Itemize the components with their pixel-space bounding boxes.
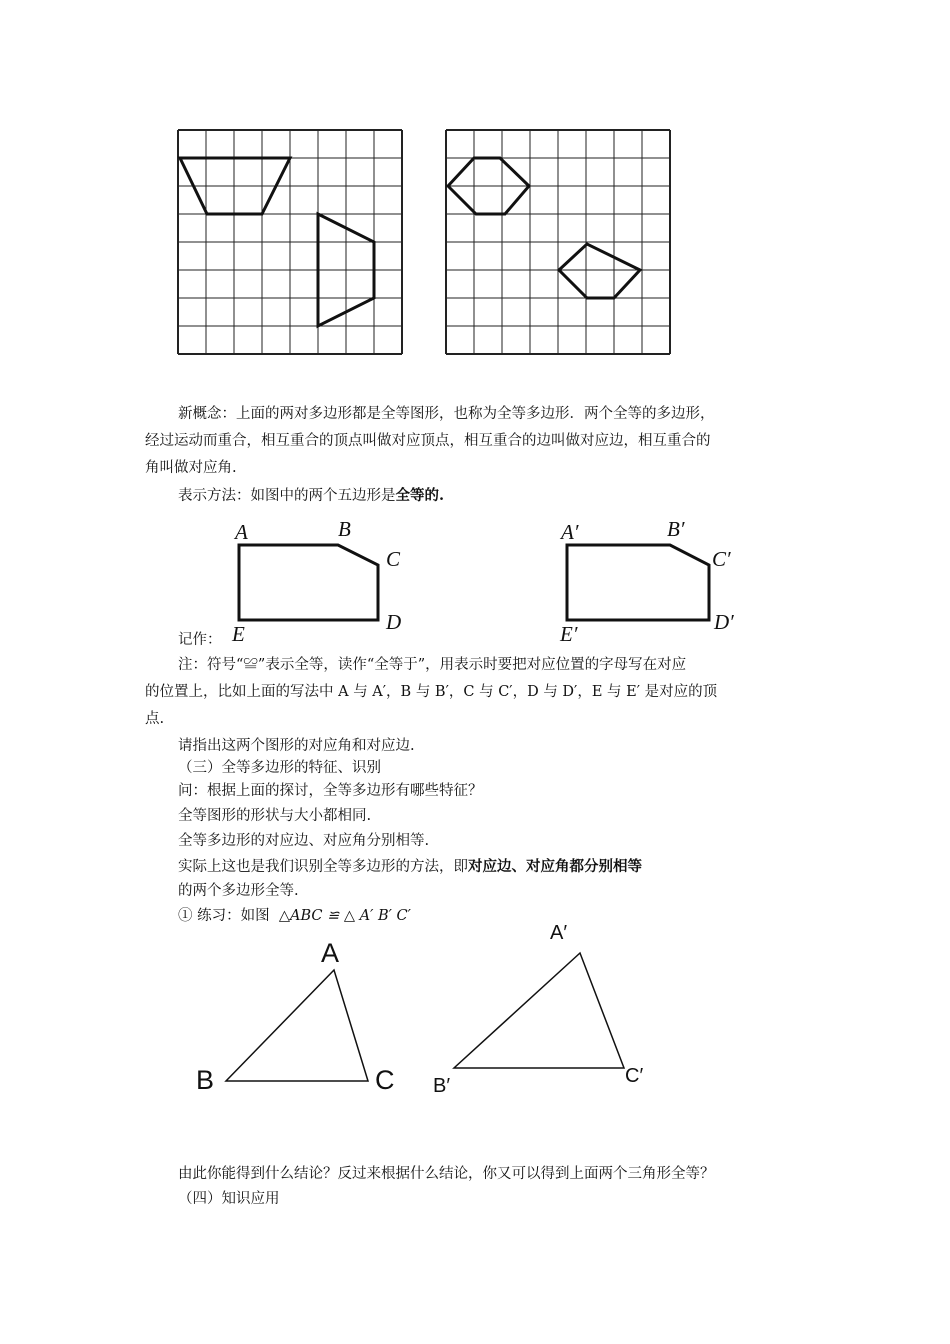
notation-line bbox=[178, 482, 444, 510]
label-c-prime: C′ bbox=[712, 547, 731, 571]
exercise-line bbox=[178, 903, 411, 930]
triangle-label-b: B bbox=[196, 1065, 215, 1095]
triangle-figures bbox=[220, 945, 640, 1090]
method-line bbox=[178, 853, 642, 881]
pentagon-abcde bbox=[239, 545, 378, 620]
notation-bold: 全等的. bbox=[395, 487, 445, 504]
section-4-heading: （四）知识应用 bbox=[178, 1191, 280, 1207]
label-e-prime: E′ bbox=[560, 622, 578, 646]
method-prefix: 实际上这也是我们识别全等多边形的方法，即 bbox=[178, 859, 468, 875]
label-b: B bbox=[338, 517, 351, 541]
triangle-label-a-prime: A′ bbox=[550, 922, 568, 944]
label-c: C bbox=[386, 547, 401, 571]
concept-line-2: 经过运动而重合，相互重合的顶点叫做对应顶点，相互重合的边叫做对应边，相互重合的 bbox=[145, 433, 711, 449]
note-line-2: 的位置上，比如上面的写法中 A 与 A′，B 与 B′，C 与 C′，D 与 D′，E 与 E′ 是对应的顶 bbox=[145, 684, 718, 700]
section-3-heading: （三）全等多边形的特征、识别 bbox=[178, 760, 381, 776]
note-line-3: 点. bbox=[145, 711, 165, 727]
left-grid bbox=[178, 130, 402, 354]
concept-line-3: 角叫做对应角. bbox=[145, 460, 237, 476]
prompt-corresponding: 请指出这两个图形的对应角和对应边. bbox=[178, 738, 415, 754]
label-d: D bbox=[386, 610, 402, 634]
triangle-label-a: A bbox=[321, 938, 340, 968]
feature-2: 全等多边形的对应边、对应角分别相等. bbox=[178, 833, 430, 849]
label-d-prime: D′ bbox=[714, 610, 734, 634]
triangle-label-c: C bbox=[375, 1065, 395, 1095]
feature-1: 全等图形的形状与大小都相同. bbox=[178, 808, 372, 824]
pentagon-abcde-prime bbox=[567, 545, 709, 620]
question: 问：根据上面的探讨，全等多边形有哪些特征？ bbox=[178, 783, 483, 799]
right-grid bbox=[446, 130, 670, 354]
exercise-formula: △ABC ≌ △ A′ B′ C′ bbox=[278, 908, 411, 924]
label-b-prime: B′ bbox=[667, 517, 685, 541]
label-a-prime: A′ bbox=[561, 520, 579, 544]
method-bold: 对应边、对应角都分别相等 bbox=[468, 858, 642, 875]
triangle-label-c-prime: C′ bbox=[625, 1065, 644, 1087]
conclusion-question: 由此你能得到什么结论？反过来根据什么结论，你又可以得到上面两个三角形全等？ bbox=[178, 1166, 715, 1182]
exercise-label: ① 练习：如图 bbox=[178, 908, 270, 924]
write-as: 记作： bbox=[178, 632, 222, 648]
concept-line-1: 新概念：上面的两对多边形都是全等图形，也称为全等多边形．两个全等的多边形， bbox=[178, 406, 715, 422]
note-line-1: 注：符号“≌”表示全等，读作“全等于”，用表示时要把对应位置的字母写在对应 bbox=[178, 657, 687, 673]
grid-figures bbox=[176, 127, 676, 360]
label-a: A bbox=[235, 520, 248, 544]
pentagon-shape-2 bbox=[559, 244, 640, 298]
triangle-abc-prime bbox=[454, 953, 624, 1068]
triangle-abc bbox=[226, 970, 368, 1081]
label-e: E bbox=[232, 622, 245, 646]
method-suffix: 的两个多边形全等. bbox=[178, 883, 299, 899]
triangle-label-b-prime: B′ bbox=[433, 1075, 451, 1097]
notation-prefix: 表示方法：如图中的两个五边形是 bbox=[178, 488, 396, 504]
